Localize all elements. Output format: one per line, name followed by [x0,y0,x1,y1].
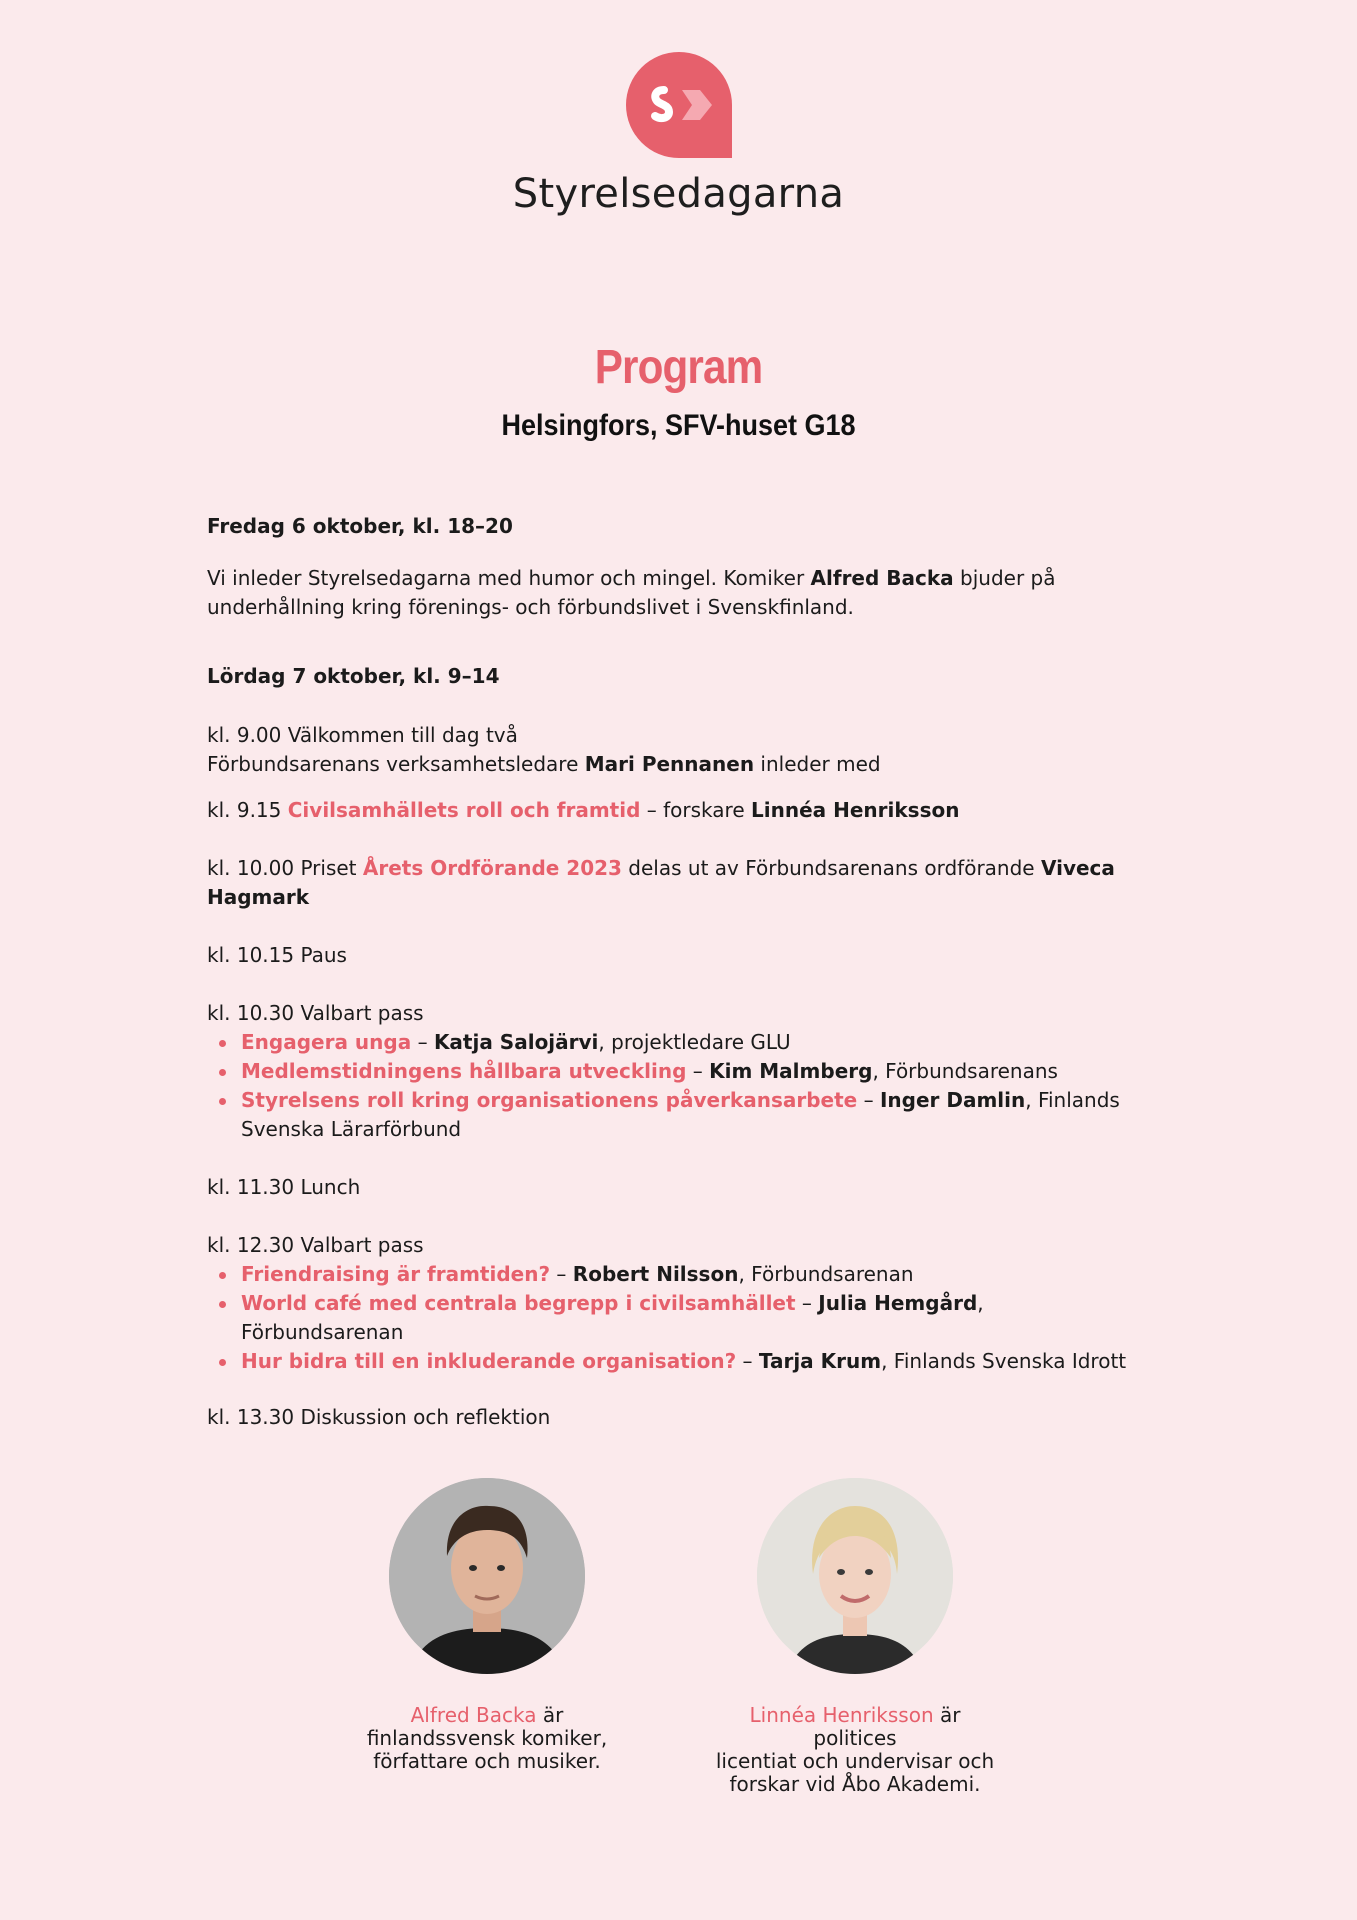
speech-bubble-sd-logo-icon [626,52,732,158]
list-item [241,1289,1147,1347]
friday-heading: Fredag 6 oktober, kl. 18–20 [207,514,513,538]
item-name: Robert Nilsson [572,1262,739,1286]
item-org: , Finlands Svenska Idrott [881,1349,1127,1373]
session-1000 [207,854,1147,912]
session-1000-mid: delas ut av Förbundsarenans ordförande [621,856,1041,880]
session-915-name: Linnéa Henriksson [751,798,960,822]
list-item [241,1057,1147,1086]
session-1000-name: Viveca Hagmark [207,856,1115,909]
speaker-line3: forskar vid Åbo Akademi. [729,1772,981,1796]
item-org: , Förbundsarenan [738,1262,914,1286]
item-sep: – [550,1262,573,1286]
brand-name: Styrelsedagarna [512,171,845,217]
item-topic: World café med centrala begrepp i civilsamhället [241,1291,796,1315]
session-900-text-b: inleder med [754,752,881,776]
speaker-line3: författare och musiker. [373,1749,601,1773]
page-subtitle: Helsingfors, SFV-huset G18 [501,409,856,442]
item-topic: Hur bidra till en inkluderande organisation? [241,1349,737,1373]
item-topic: Friendraising är framtiden? [241,1262,551,1286]
friday-text-b: bjuder på underhållning kring förenings- och förbundslivet i Svenskfinland. [207,566,1056,619]
speaker-name: Linnéa Henriksson [749,1703,934,1727]
friday-text-a: Vi inleder Styrelsedagarna med humor och mingel. Komiker [207,566,811,590]
item-org: , projektledare GLU [598,1030,791,1054]
speaker-line2: finlandssvensk komiker, [366,1726,608,1750]
program-content [207,512,1147,1432]
item-sep: – [686,1059,710,1083]
item-sep: – [795,1291,819,1315]
session-1230-list [207,1260,1147,1376]
session-1000-topic: Årets Ordförande 2023 [362,856,622,880]
session-1000-time: kl. 10.00 Priset [207,856,363,880]
list-item [241,1086,1147,1144]
session-900-line2 [207,750,1147,779]
item-org: , Förbundsarenans [872,1059,1058,1083]
session-1230-time: kl. 12.30 Valbart pass [207,1233,424,1257]
item-name: Tarja Krum [758,1349,882,1373]
list-item [241,1347,1147,1376]
item-topic: Engagera unga [241,1030,412,1054]
portrait-woman-icon [757,1478,953,1674]
session-1030-time: kl. 10.30 Valbart pass [207,1001,424,1025]
speaker-photo-alfred [389,1478,585,1674]
speaker-caption-alfred [337,1704,637,1773]
item-sep: – [411,1030,434,1054]
item-topic: Medlemstidningens hållbara utveckling [241,1059,687,1083]
session-900-line1: kl. 9.00 Välkommen till dag två [207,723,518,747]
session-1015: kl. 10.15 Paus [207,943,347,967]
speaker-name: Alfred Backa [410,1703,537,1727]
item-org: , Förbundsarenan [241,1291,984,1344]
session-915 [207,796,1147,825]
session-1130: kl. 11.30 Lunch [207,1175,361,1199]
session-915-mid: – forskare [640,798,751,822]
item-sep: – [736,1349,759,1373]
list-item [241,1028,1147,1057]
session-915-time: kl. 9.15 [207,798,288,822]
item-sep: – [857,1088,880,1112]
speaker-line1: är [536,1703,564,1727]
session-900-name: Mari Pennanen [584,752,755,776]
page-title: Program [594,341,763,394]
session-1330: kl. 13.30 Diskussion och reflektion [207,1405,551,1429]
portrait-man-icon [389,1478,585,1674]
item-name: Kim Malmberg [709,1059,873,1083]
friday-text [207,564,1147,622]
saturday-heading: Lördag 7 oktober, kl. 9–14 [207,664,500,688]
speaker-line2: licentiat och undervisar och [715,1749,995,1773]
speaker-line1: är politices [813,1703,961,1750]
session-915-topic: Civilsamhällets roll och framtid [287,798,641,822]
item-name: Julia Hemgård [818,1291,978,1315]
list-item [241,1260,1147,1289]
item-name: Katja Salojärvi [433,1030,599,1054]
friday-name: Alfred Backa [810,566,954,590]
speaker-photo-linnea [757,1478,953,1674]
speaker-caption-linnea [705,1704,1005,1796]
logo [0,52,1357,218]
item-name: Inger Damlin [879,1088,1026,1112]
session-1030-list [207,1028,1147,1144]
session-900-text: Förbundsarenans verksamhetsledare [207,752,585,776]
item-topic: Styrelsens roll kring organisationens påverkansarbete [241,1088,858,1112]
item-org: , Finlands Svenska Lärarförbund [241,1088,1120,1141]
